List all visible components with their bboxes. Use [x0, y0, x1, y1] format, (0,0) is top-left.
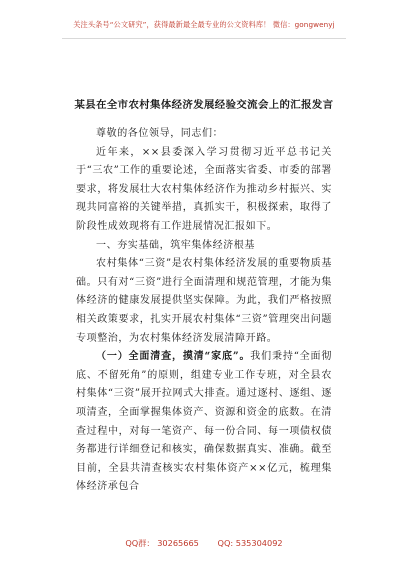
paragraph-section-1: 农村集体“三资”是农村集体经济发展的重要物质基础。只有对“三资”进行全面清理和规范管理，才能为集体经济的健康发展提供坚实保障。为此，我们严格按照相关政策要求，扎实开展农村集体“三资”管理突出问题专项整治，为农村集体经济发展清障开路。 — [76, 258, 332, 344]
footer-qq: QQ: 535304092 — [217, 538, 283, 548]
document-title: 某县在全市农村集体经济发展经验交流会上的汇报发言 — [74, 99, 334, 111]
sub-heading: （一）全面清查，摸清“家底”。 — [96, 351, 251, 363]
header-note: 关注头条号“公文研究”，获得最新最全最专业的公文资料库！ 微信：gongwenyj — [73, 20, 335, 29]
section-heading: 一、夯实基础，筑牢集体经济根基 — [96, 239, 255, 251]
footer-contact — [0, 538, 408, 549]
document-body — [76, 125, 332, 497]
footer-qq-group: QQ群： 30265665 — [125, 538, 199, 548]
salutation: 尊敬的各位领导，同志们： — [96, 128, 224, 139]
paragraph-intro: 近年来，××县委深入学习贯彻习近平总书记关于“三农”工作的重要论述，全面落实省委、市委的部署要求，将发展壮大农村集体经济作为推动乡村振兴、实现共同富裕的关键举措，真抓实干，积极探索，取得了阶段性成效现将有工作进展情况汇报如下。 — [76, 146, 332, 232]
header-divider — [62, 38, 346, 39]
paragraph-subsection — [76, 348, 332, 497]
sub-paragraph-text: 我们秉持“全面彻底、不留死角”的原则，组建专业工作专班，对全县农村集体“三资”展开拉网式大排查。通过逐村、逐组、逐项清查，全面掌握集体资产、资源和资金的底数。在清查过程中，对每一笔资产、每一份合同、每一项债权债务都进行详细登记和核实，确保数据真实、准确。截至目前，全县共清查核实农村集体资产××亿元，梳理集体经济承包合 — [76, 351, 332, 493]
